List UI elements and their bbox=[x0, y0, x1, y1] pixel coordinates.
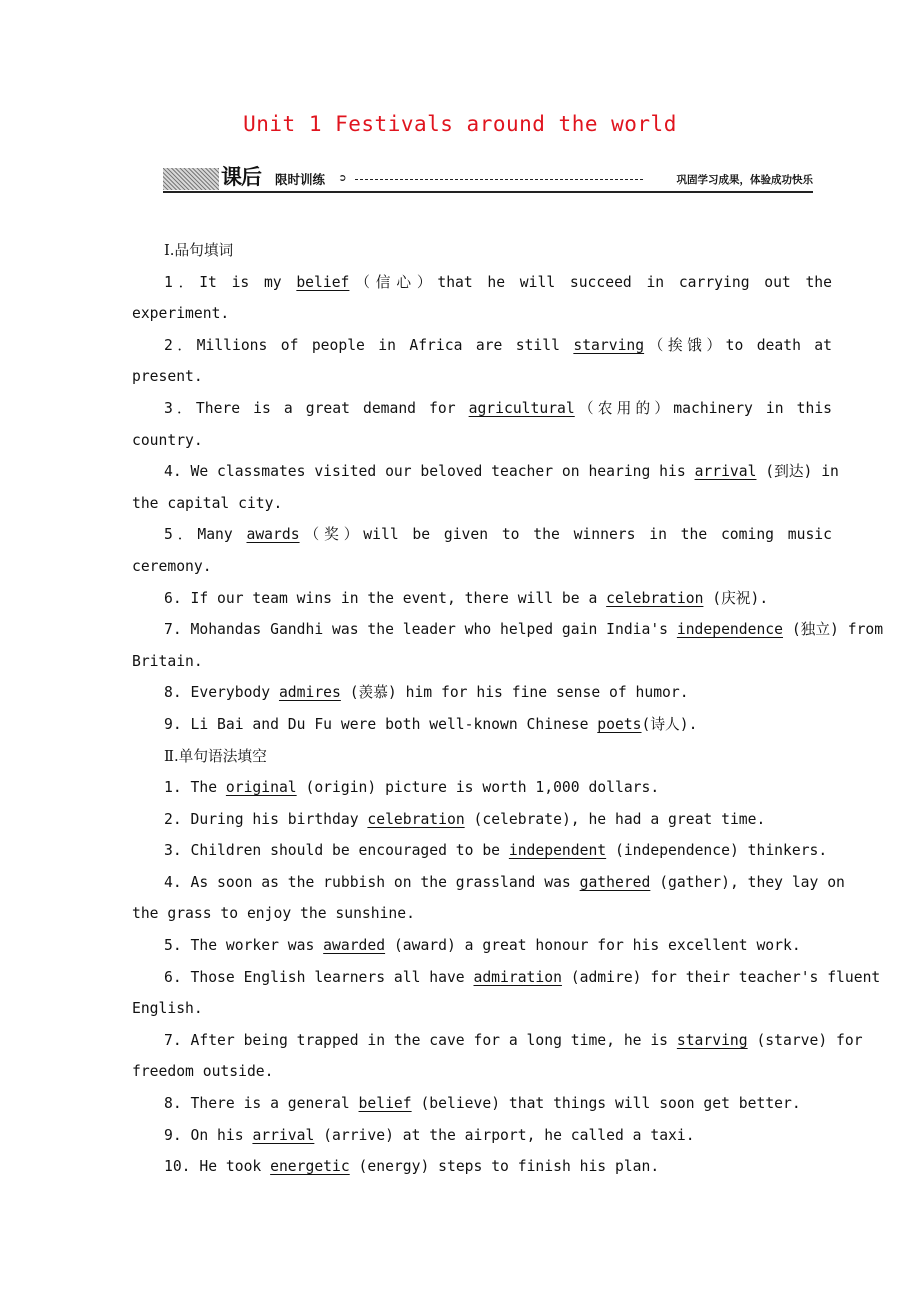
banner-rule bbox=[163, 191, 813, 193]
arrow-circle-icon: ➲ bbox=[339, 171, 347, 185]
banner-small-label: 限时训练 bbox=[275, 172, 326, 187]
list-item: 1．It is my belief（信心）that he will succeed in carrying out the bbox=[164, 273, 832, 291]
list-item-continuation: freedom outside. bbox=[132, 1063, 274, 1081]
answer: awarded bbox=[323, 937, 386, 955]
list-item: 5. The worker was awarded (award) a great honour for his excellent work. bbox=[164, 937, 801, 955]
answer: energetic bbox=[270, 1158, 350, 1176]
list-item: 7. Mohandas Gandhi was the leader who helped gain India's independence (独立) from bbox=[164, 621, 884, 639]
answer: starving bbox=[676, 1031, 748, 1049]
banner-slogan: 巩固学习成果，体验成功快乐 bbox=[676, 174, 813, 186]
page-title: Unit 1 Festivals around the world bbox=[243, 112, 677, 136]
exercise-banner bbox=[163, 160, 813, 194]
list-item-continuation: country. bbox=[132, 431, 203, 449]
list-item: 1. The original (origin) picture is worth 1,000 dollars. bbox=[164, 779, 660, 797]
answer: arrival bbox=[694, 463, 757, 481]
answer: belief bbox=[296, 273, 350, 291]
answer: admiration bbox=[473, 968, 562, 986]
list-item: 6. If our team wins in the event, there will be a celebration (庆祝). bbox=[164, 589, 769, 607]
list-item-continuation: Britain. bbox=[132, 652, 203, 670]
answer: original bbox=[225, 779, 297, 797]
answer: celebration bbox=[606, 589, 704, 607]
list-item: 2．Millions of people in Africa are still starving（挨饿）to death at bbox=[164, 336, 832, 354]
list-item: 3．There is a great demand for agricultural（农用的）machinery in this bbox=[164, 399, 833, 417]
answer: poets bbox=[597, 715, 642, 733]
answer: agricultural bbox=[468, 399, 575, 417]
list-item: 8. Everybody admires (羡慕) him for his fine sense of humor. bbox=[164, 684, 689, 702]
list-item-continuation: experiment. bbox=[132, 305, 230, 323]
answer: independent bbox=[508, 842, 607, 860]
list-item-continuation: ceremony. bbox=[132, 557, 212, 575]
list-item-continuation: the grass to enjoy the sunshine. bbox=[132, 905, 415, 923]
answer: awards bbox=[246, 526, 300, 544]
exercise-content bbox=[132, 235, 884, 1183]
list-item: 7. After being trapped in the cave for a long time, he is starving (starve) for bbox=[164, 1031, 863, 1049]
list-item: 6. Those English learners all have admiration (admire) for their teacher's fluent bbox=[164, 968, 881, 986]
list-item: 2. During his birthday celebration (celebrate), he had a great time. bbox=[164, 810, 766, 828]
list-item: 4. We classmates visited our beloved teacher on hearing his arrival (到达) in bbox=[164, 463, 839, 481]
list-item: 9. Li Bai and Du Fu were both well-known Chinese poets(诗人). bbox=[164, 715, 698, 733]
answer: admires bbox=[278, 684, 341, 702]
answer: gathered bbox=[579, 873, 651, 891]
list-item: 10. He took energetic (energy) steps to finish his plan. bbox=[164, 1158, 660, 1176]
list-item: 8. There is a general belief (believe) that things will soon get better. bbox=[164, 1095, 801, 1113]
banner-big-label: 课后 bbox=[221, 165, 261, 189]
answer: independence bbox=[676, 621, 783, 639]
banner-dashed-line bbox=[355, 179, 643, 180]
banner-hatch-decoration bbox=[163, 168, 219, 190]
section-heading: Ⅰ.品句填词 bbox=[164, 242, 234, 259]
list-item-continuation: present. bbox=[132, 368, 203, 386]
list-item-continuation: English. bbox=[132, 1000, 203, 1018]
answer: starving bbox=[573, 336, 645, 354]
list-item: 3. Children should be encouraged to be independent (independence) thinkers. bbox=[164, 842, 828, 860]
answer: arrival bbox=[252, 1126, 315, 1144]
list-item-continuation: the capital city. bbox=[132, 494, 283, 512]
answer: celebration bbox=[367, 810, 465, 828]
answer: belief bbox=[358, 1095, 412, 1113]
section-heading: Ⅱ.单句语法填空 bbox=[164, 747, 267, 765]
list-item: 4. As soon as the rubbish on the grassland was gathered (gather), they lay on bbox=[164, 873, 845, 891]
list-item: 5．Many awards（奖）will be given to the winners in the coming music bbox=[164, 526, 832, 544]
list-item: 9. On his arrival (arrive) at the airport, he called a taxi. bbox=[164, 1126, 695, 1144]
